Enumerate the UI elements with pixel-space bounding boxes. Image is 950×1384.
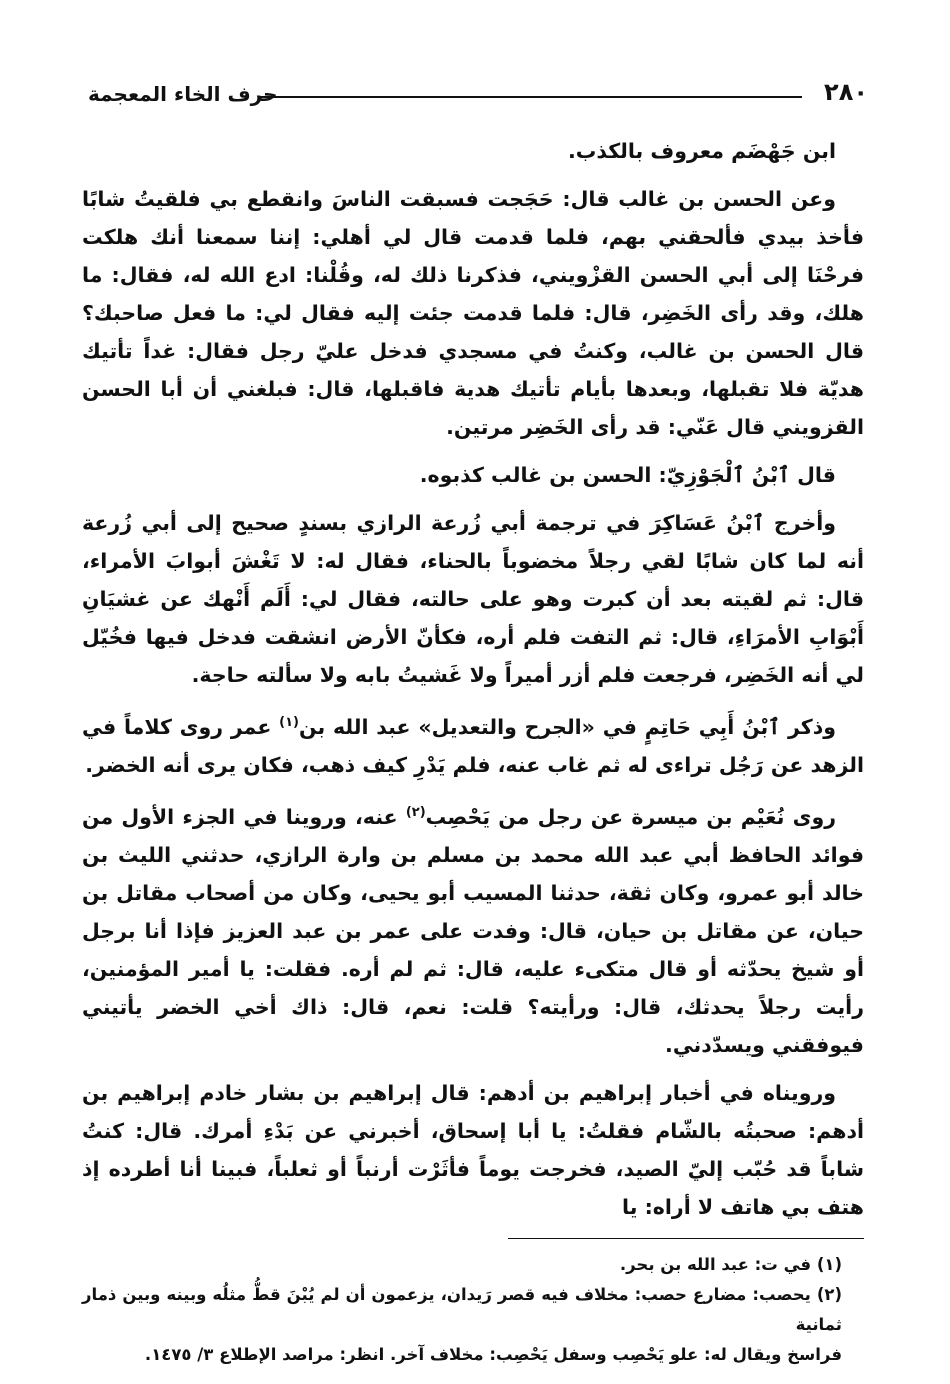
main-text [82,132,864,1236]
paragraph-tail: عنه، وروينا في الجزء الأول من فوائد الحافظ أبي عبد الله محمد بن مسلم بن وارة الرازي، حدثني الليث بن خالد أبو عمرو، وكان ثقة، حدثنا المسيب أبو يحيى، وكان من أصحاب مقاتل بن حيان، عن مقاتل بن حيان، قال: وفدت على عمر بن عبد العزيز فإذا أنا برجل أو شيخ يحدّثه أو قال متكىء عليه، قال: ثم لم أره. فقلت: يا أمير المؤمنين، رأيت رجلاً يحدثك، قال: ورأيته؟ قلت: نعم، قال: ذاك أخي الخضر يأتيني فيوفقني ويسدّدني. [82,804,864,1057]
paragraph: ورويناه في أخبار إبراهيم بن أدهم: قال إبراهيم بن بشار خادم إبراهيم بن أدهم: صحبتُه بالشّام فقلتُ: يا أبا إسحاق، أخبرني عن بَدْءِ أمرك. قال: كنتُ شاباً قد حُبّب إليّ الصيد، فخرجت يوماً فأثَرْت أرنباً أو ثعلباً، فبينا أنا أطرده إذ هتف بي هاتف لا أراه: يا [82,1080,864,1219]
page-number: ٢٨٠ [824,78,868,106]
paragraph: قال ٱبْنُ ٱلْجَوْزِيّ: الحسن بن غالب كذبوه. [419,463,836,487]
paragraph [82,794,864,1064]
paragraph-lead: روى نُعَيْم بن ميسرة عن رجل من يَحْصِب [425,804,836,829]
footnote-rule [508,1238,864,1239]
footnote: (١) في ت: عبد الله بن بحر. [619,1255,842,1274]
running-header [88,78,868,114]
footnote-marker: (٢) [405,804,426,820]
paragraph [82,704,864,784]
paragraph: وأخرج ٱبْنُ عَسَاكِرَ في ترجمة أبي زُرعة الرازي بسندٍ صحيح إلى أبي زُرعة أنه لما كان شابًا لقي رجلاً مخضوباً بالحناء، فقال له: لا تَغْشَ أبوابَ الأمراء، قال: ثم لقيته بعد أن كبرت وهو على حالته، فقال لي: أَلَم أَنْهك عن غشيَانِ أَبْوَابِ الأمرَاءِ، قال: ثم التفت فلم أره، فكأنّ الأرض انشقت فدخل فيها فخُيّل لي أنه الخَضِر، فرجعت فلم أزر أميراً ولا غَشيتُ بابه ولا سألته حاجة. [82,511,864,687]
paragraph-tail: عمر روى كلاماً في الزهد عن رَجُل تراءى له ثم غاب عنه، فلم يَدْرِ كيف ذهب، فكان يرى أنه الخضر. [82,714,864,777]
paragraph: ابن جَهْضَم معروف بالكذب. [568,139,836,163]
paragraph-lead: وذكر ٱبْنُ أَبِي حَاتِمٍ في «الجرح والتعديل» عبد الله بن [299,714,836,739]
paragraph: وعن الحسن بن غالب قال: حَجَجت فسبقت الناسَ وانقطع بي فلقيتُ شابًا فأخذ بيدي فألحقني بهم، فلما قدمت قال لي أهلي: إننا سمعنا أنك هلكت فرحْنَا إلى أبي الحسن القزْويني، فذكرنا ذلك له، وقُلْنا: ادع الله له، فقال: ما هلك، وقد رأى الخَضِر، قال: فلما قدمت جئت إليه فقال لي: ما فعل صاحبك؟ قال الحسن بن غالب، وكنتُ في مسجدي فدخل عليّ رجل فقال: غداً تأتيك هديّة فلا تقبلها، وبعدها بأيام تأتيك هدية فاقبلها، قال: فبلغني أن أبا الحسن القزويني قال عَنّي: قد رأى الخَضِر مرتين. [82,187,864,439]
footnotes [82,1250,864,1370]
footnote-continuation: فراسخ ويقال له: علو يَحْصِب وسفل يَحْصِب: مخلاف آخر. انظر: مراصد الإطلاع ٣/ ١٤٧٥. [144,1345,842,1364]
header-rule [258,96,802,98]
footnote-marker: (١) [279,715,299,730]
footnote: (٢) يحصب: مضارع حصب: مخلاف فيه قصر رَيدان، يزعمون أن لم يُبْنَ قطُّ مثلُه وبينه وبين ذمار ثمانية [82,1285,842,1334]
section-title: حرف الخاء المعجمة [88,82,278,106]
